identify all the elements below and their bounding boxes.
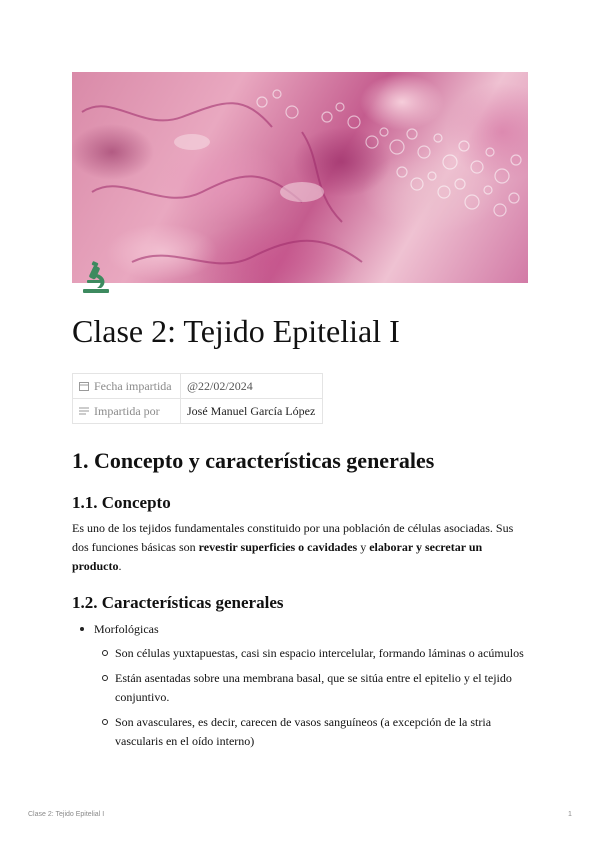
footer-page-number: 1 bbox=[568, 811, 572, 818]
property-key-label: Impartida por bbox=[94, 403, 160, 418]
concepto-bold-1: revestir superficies o cavidades bbox=[198, 540, 358, 554]
sub-list-item: Son células yuxtapuestas, casi sin espacio intercelular, formando láminas o acúmulos bbox=[94, 644, 532, 663]
section-heading-1: 1. Concepto y características generales bbox=[72, 448, 435, 473]
concepto-bold-2: elaborar y secretar un producto bbox=[72, 540, 483, 573]
calendar-icon bbox=[79, 381, 89, 391]
list-item bbox=[72, 620, 532, 751]
property-key-label: Fecha impartida bbox=[94, 378, 172, 393]
microscope-icon bbox=[80, 260, 112, 296]
property-row-teacher bbox=[73, 399, 323, 424]
subsection-heading-caracteristicas: 1.2. Características generales bbox=[72, 593, 284, 612]
concepto-text-1: Es uno de los tejidos fundamentales constituido por una población de células asociadas. Sus dos funciones básicas son bbox=[72, 521, 514, 554]
property-key-date bbox=[73, 374, 181, 399]
text-lines-icon bbox=[79, 406, 89, 416]
concepto-text-2: y bbox=[357, 540, 370, 554]
property-row-date bbox=[73, 374, 323, 399]
concepto-text-3: . bbox=[118, 559, 122, 573]
property-key-teacher bbox=[73, 399, 181, 424]
concepto-paragraph bbox=[72, 519, 528, 576]
sub-list bbox=[94, 644, 532, 751]
list-item-label: Morfológicas bbox=[94, 622, 159, 636]
property-value-date[interactable]: @22/02/2024 bbox=[181, 374, 323, 399]
characteristics-list bbox=[72, 620, 532, 757]
property-value-teacher[interactable]: José Manuel García López bbox=[181, 399, 323, 424]
sub-list-item: Son avasculares, es decir, carecen de vasos sanguíneos (a excepción de la stria vascularis en el oído interno) bbox=[94, 713, 532, 751]
cover-texture bbox=[72, 72, 528, 283]
footer-title: Clase 2: Tejido Epitelial I bbox=[28, 811, 105, 818]
cover-image bbox=[72, 72, 528, 283]
properties-table bbox=[72, 373, 323, 424]
page-title: Clase 2: Tejido Epitelial I bbox=[72, 313, 400, 349]
subsection-heading-concepto: 1.1. Concepto bbox=[72, 493, 171, 512]
sub-list-item: Están asentadas sobre una membrana basal, que se sitúa entre el epitelio y el tejido conjuntivo. bbox=[94, 669, 532, 707]
